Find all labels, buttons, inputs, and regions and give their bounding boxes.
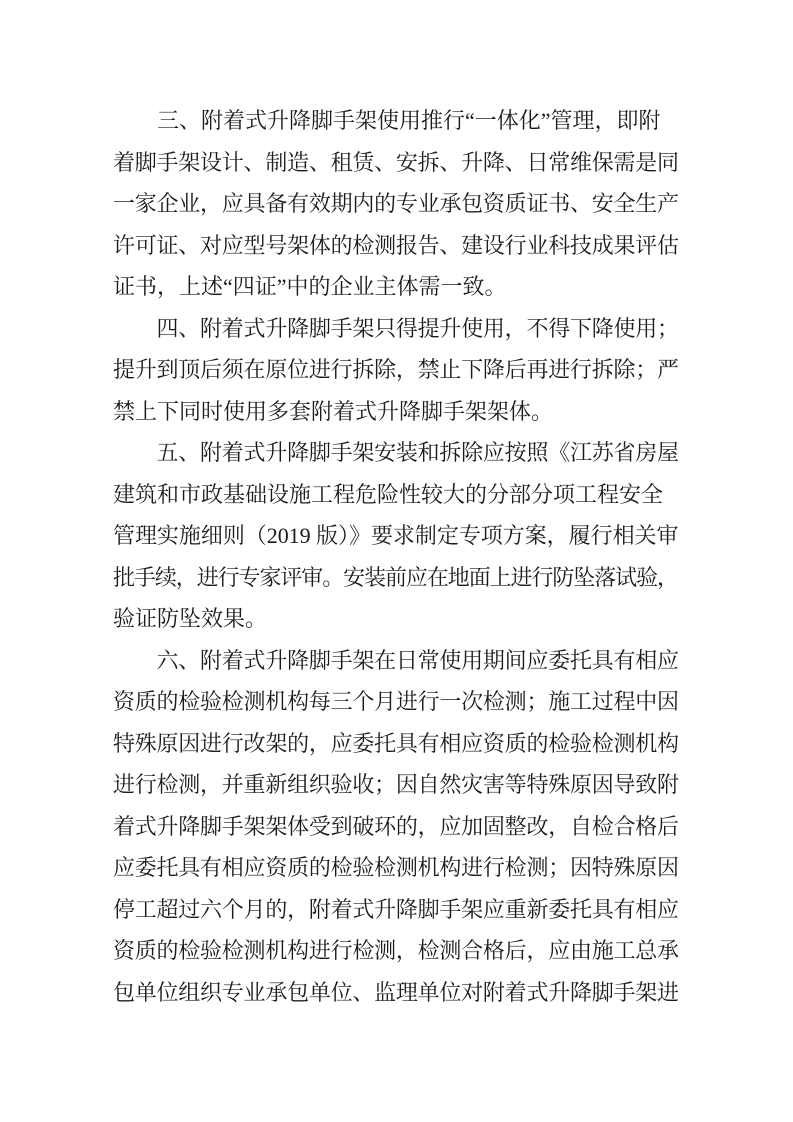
text-line: 包单位组织专业承包单位、监理单位对附着式升降脚手架进: [113, 979, 679, 1005]
text-line: 资质的检验检测机构每三个月进行一次检测；施工过程中因: [113, 689, 679, 714]
text-line: 四、附着式升降脚手架只得提升使用，不得下降使用；: [113, 315, 679, 341]
paragraph-clause-6: [113, 640, 679, 1014]
text-line: 停工超过六个月的，附着式升降脚手架应重新委托具有相应: [113, 896, 679, 922]
text-line: 管理实施细则（2019 版）》要求制定专项方案，履行相关审: [113, 523, 679, 548]
text-line: 六、附着式升降脚手架在日常使用期间应委托具有相应: [113, 647, 679, 673]
document-text-block: [113, 100, 679, 1013]
text-line: 建筑和市政基础设施工程危险性较大的分部分项工程安全: [113, 481, 664, 507]
text-line: 禁上下同时使用多套附着式升降脚手架架体。: [113, 398, 554, 424]
text-line: 特殊原因进行改架的，应委托具有相应资质的检验检测机构: [113, 730, 679, 756]
text-line: 三、附着式升降脚手架使用推行“一体化”管理，即附: [113, 108, 661, 133]
text-line: 进行检测，并重新组织验收；因自然灾害等特殊原因导致附: [113, 772, 679, 797]
paragraph-clause-3: [113, 100, 679, 308]
paragraph-clause-4: [113, 308, 679, 433]
text-line: 着式升降脚手架架体受到破环的，应加固整改，自检合格后: [113, 813, 679, 839]
text-line: 一家企业，应具备有效期内的专业承包资质证书、安全生产: [113, 191, 679, 216]
text-line: 着脚手架设计、制造、租赁、安拆、升降、日常维保需是同: [113, 149, 679, 175]
text-line: 批手续，进行专家评审。安装前应在地面上进行防坠落试验，: [113, 564, 678, 590]
text-line: 应委托具有相应资质的检验检测机构进行检测；因特殊原因: [113, 855, 679, 880]
text-line: 资质的检验检测机构进行检测，检测合格后，应由施工总承: [113, 938, 679, 963]
text-line: 提升到顶后须在原位进行拆除，禁止下降后再进行拆除；严: [113, 357, 679, 382]
text-line: 验证防坠效果。: [113, 606, 268, 631]
text-line: 证书，上述“四证”中的企业主体需一致。: [113, 274, 507, 299]
text-line: 五、附着式升降脚手架安装和拆除应按照《江苏省房屋: [113, 440, 679, 465]
text-line: 许可证、对应型号架体的检测报告、建设行业科技成果评估: [113, 232, 679, 258]
paragraph-clause-5: [113, 432, 679, 640]
